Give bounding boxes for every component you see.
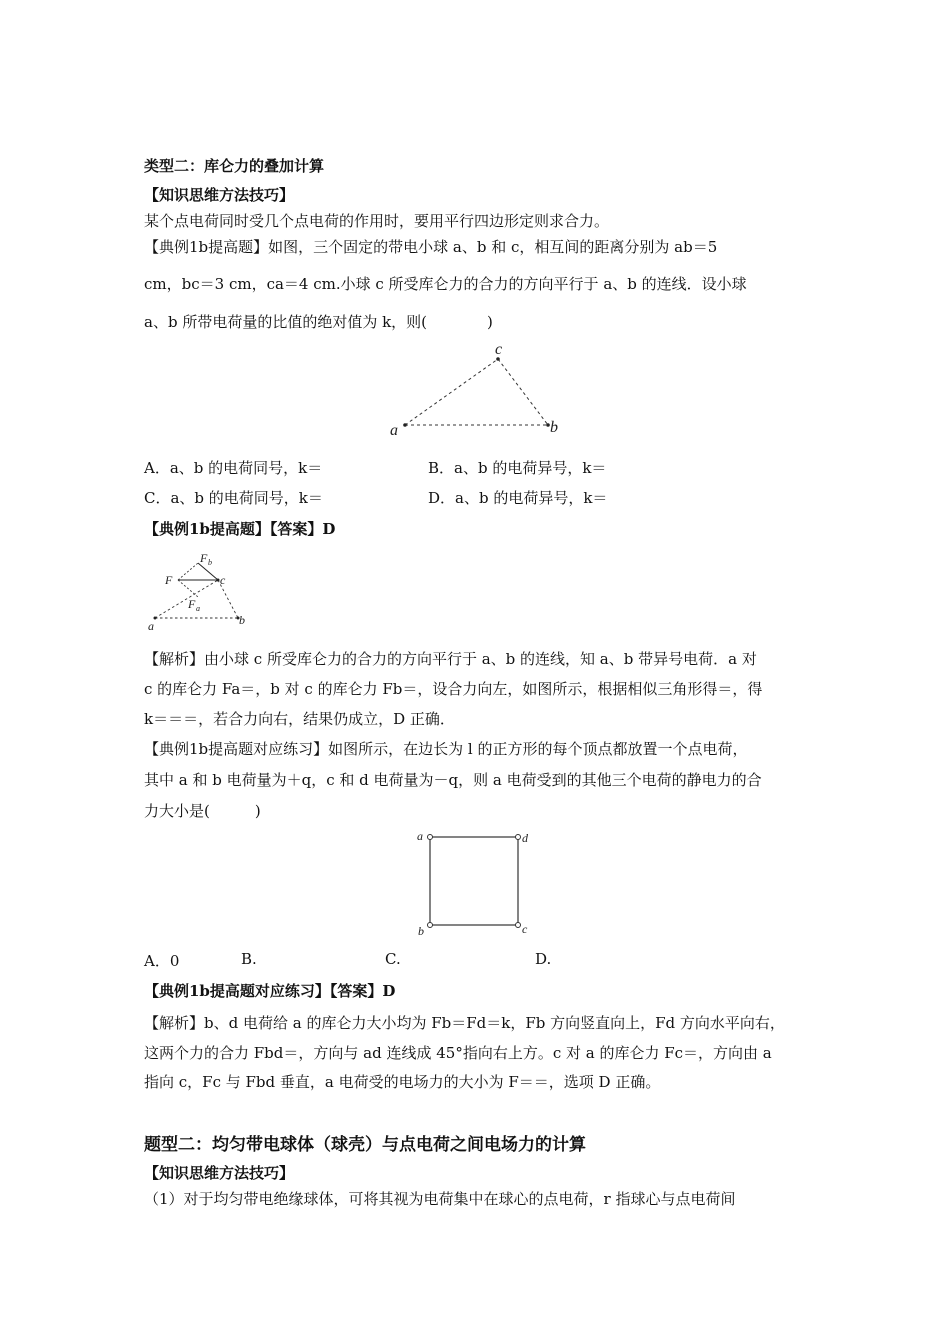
practice1-line3: 力大小是( ): [144, 802, 261, 820]
label-c: c: [495, 341, 503, 358]
practice-option-c: C.: [385, 950, 401, 968]
label-a: a: [148, 619, 154, 633]
analysis1-line2: c 的库仑力 Fa＝，b 对 c 的库仑力 Fb＝，设合力向左，如图所示，根据相似三角形得＝，得: [144, 680, 763, 698]
label-a: a: [417, 829, 423, 843]
tip-title: 【知识思维方法技巧】: [144, 186, 295, 204]
label-fa: F: [188, 597, 196, 611]
practice-option-d: D.: [535, 950, 552, 968]
practice-option-a: A．0: [144, 952, 180, 970]
analysis1-line3: k＝＝＝，若合力向右，结果仍成立，D 正确．: [144, 710, 455, 728]
tip-text: 某个点电荷同时受几个点电荷的作用时，要用平行四边形定则求合力。: [144, 212, 610, 230]
example1-answer: 【典例1b提高题】【答案】D: [144, 520, 336, 538]
analysis1-line1: 【解析】由小球 c 所受库仑力的合力的方向平行于 a、b 的连线，知 a、b 带异号电荷．a 对: [144, 650, 757, 668]
label-c: c: [220, 573, 226, 587]
option-b: B．a、b 的电荷异号，k＝: [428, 459, 607, 477]
label-fb-sub: b: [208, 558, 212, 567]
example1-line3: a、b 所带电荷量的比值的绝对值为 k，则( ): [144, 313, 493, 331]
analysis2-line1: 【解析】b、d 电荷给 a 的库仑力大小均为 Fb＝Fd＝k，Fb 方向竖直向上，Fd 方向水平向右，: [144, 1014, 785, 1032]
option-c: C．a、b 的电荷同号，k＝: [144, 489, 323, 507]
practice-option-b: B.: [241, 950, 257, 968]
label-fa-sub: a: [196, 604, 200, 613]
section2-tip-title: 【知识思维方法技巧】: [144, 1164, 295, 1182]
example1-line1: 【典例1b提高题】如图，三个固定的带电小球 a、b 和 c，相互间的距离分别为 ab＝5: [144, 238, 718, 256]
analysis2-line2: 这两个力的合力 Fbd＝，方向与 ad 连线成 45°指向右上方。c 对 a 的库仑力 Fc＝，方向由 a: [144, 1044, 772, 1062]
label-fb: F: [200, 551, 208, 565]
label-b: b: [418, 924, 424, 938]
force-diagram-figure: [145, 548, 255, 637]
practice1-line2: 其中 a 和 b 电荷量为＋q，c 和 d 电荷量为－q，则 a 电荷受到的其他三个电荷的静电力的合: [144, 771, 762, 789]
practice1-answer: 【典例1b提高题对应练习】【答案】D: [144, 982, 396, 1000]
section2-heading: 题型二：均匀带电球体（球壳）与点电荷之间电场力的计算: [144, 1135, 586, 1155]
label-b: b: [550, 419, 558, 436]
label-a: a: [390, 422, 398, 439]
label-d: d: [522, 831, 528, 845]
option-a: A．a、b 的电荷同号，k＝: [144, 459, 323, 477]
option-d: D．a、b 的电荷异号，k＝: [428, 489, 608, 507]
label-f: F: [165, 573, 173, 587]
label-c: c: [522, 922, 528, 936]
label-b: b: [239, 613, 245, 627]
example1-line2: cm，bc＝3 cm，ca＝4 cm.小球 c 所受库仑力的合力的方向平行于 a、b 的连线．设小球: [144, 275, 747, 293]
square-figure: [412, 826, 537, 945]
analysis2-line3: 指向 c，Fc 与 Fbd 垂直，a 电荷受的电场力的大小为 F＝＝，选项 D 正确。: [144, 1073, 661, 1091]
section-heading: 类型二：库仑力的叠加计算: [144, 157, 325, 175]
section2-item1: （1）对于均匀带电绝缘球体，可将其视为电荷集中在球心的点电荷，r 指球心与点电荷间: [144, 1190, 736, 1208]
practice1-line1: 【典例1b提高题对应练习】如图所示，在边长为 l 的正方形的每个顶点都放置一个点电荷，: [144, 740, 748, 758]
triangle-figure: [385, 340, 565, 444]
